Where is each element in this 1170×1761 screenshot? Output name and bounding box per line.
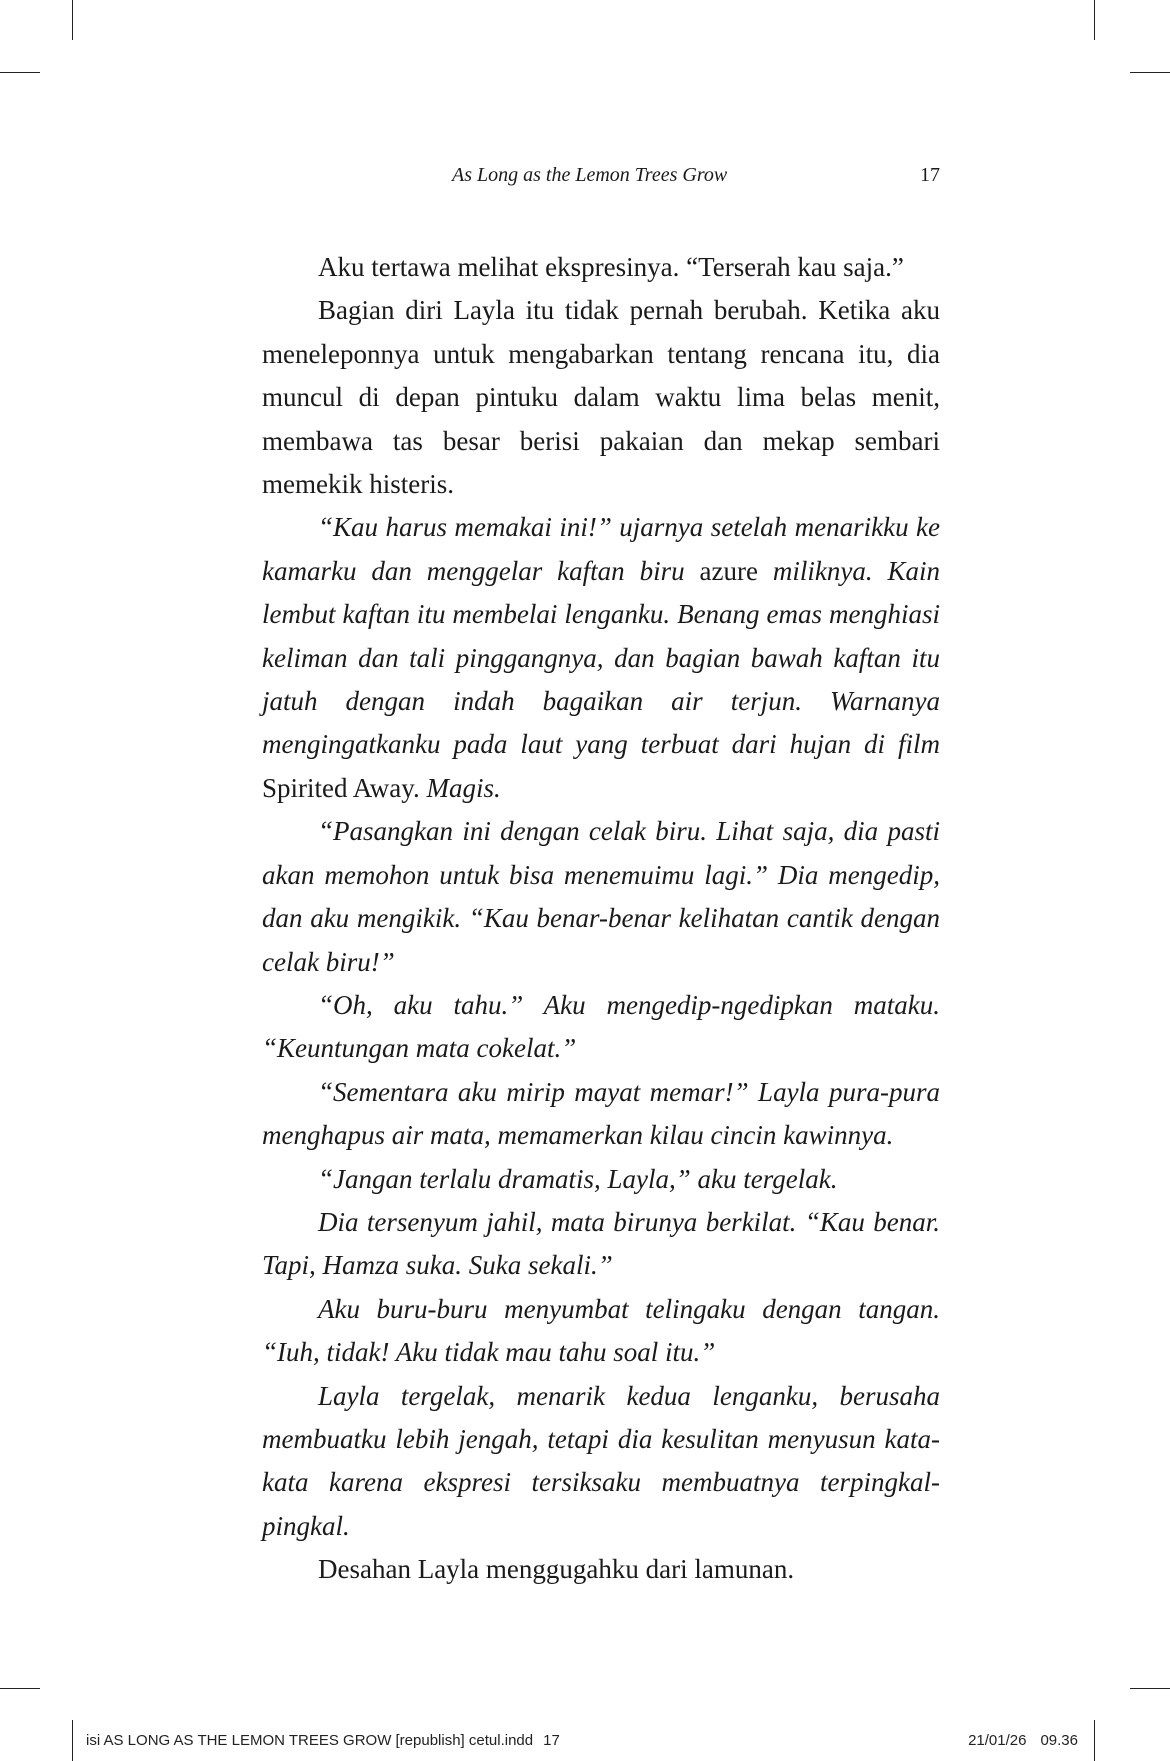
text-segment: azure (699, 555, 758, 586)
paragraph (262, 1288, 940, 1375)
text-segment: Spirited Away. (262, 772, 420, 803)
crop-mark (72, 0, 73, 40)
running-title: As Long as the Lemon Trees Grow (452, 164, 728, 186)
paragraph (262, 1548, 940, 1591)
crop-mark (1130, 72, 1170, 73)
paragraph (262, 1071, 940, 1158)
text-segment: “Pasangkan ini dengan celak biru. Lihat saja, dia pasti akan memohon untuk bisa menemuimu lagi.” Dia mengedip, dan aku mengikik. “Kau benar-benar kelihatan cantik dengan celak biru!” (262, 816, 940, 977)
text-segment: miliknya. Kain lembut kaftan itu membelai lenganku. Benang emas menghiasi keliman dan tali pinggangnya, dan bagian bawah kaftan itu jatuh dengan indah bagaikan air terjun. Warnanya mengingatkanku pada laut yang terbuat dari hujan di film (262, 555, 941, 760)
crop-mark (1130, 1688, 1170, 1689)
paragraph (262, 1158, 940, 1201)
slug-filename: isi AS LONG AS THE LEMON TREES GROW [republish] cetul.indd (86, 1732, 534, 1749)
text-segment: Dia tersenyum jahil, mata birunya berkilat. “Kau benar. Tapi, Hamza suka. Suka sekali.” (262, 1206, 940, 1281)
page-number: 17 (920, 164, 940, 186)
paragraph (262, 1375, 940, 1549)
text-segment: “Oh, aku tahu.” Aku mengedip-ngedipkan mataku. “Keuntungan mata cokelat.” (262, 989, 940, 1064)
crop-mark (1094, 0, 1095, 40)
text-segment: Aku tertawa melihat ekspresinya. “Terserah kau saja.” (318, 252, 904, 282)
paragraph (262, 289, 940, 506)
paragraph (262, 506, 940, 810)
crop-mark (72, 1720, 73, 1761)
slug-timestamp (968, 1732, 1078, 1754)
paragraph (262, 246, 940, 289)
slug-file-info (86, 1732, 560, 1754)
slug-date: 21/01/26 (968, 1732, 1027, 1749)
text-segment: “Jangan terlalu dramatis, Layla,” aku tergelak. (318, 1163, 838, 1194)
text-segment: Layla tergelak, menarik kedua lenganku, berusaha membuatku lebih jengah, tetapi dia kesulitan menyusun kata-kata karena ekspresi tersiksaku membuatnya terpingkal-pingkal. (262, 1380, 940, 1541)
crop-mark (1094, 1720, 1095, 1761)
text-segment: Desahan Layla menggugahku dari lamunan. (318, 1554, 795, 1585)
text-segment: “Sementara aku mirip mayat memar!” Layla pura-pura menghapus air mata, memamerkan kilau cincin kawinnya. (262, 1076, 940, 1151)
text-segment: Magis. (419, 772, 501, 803)
crop-mark (0, 72, 40, 73)
text-segment: “Kau harus memakai ini!” ujarnya setelah menarikku ke kamarku dan menggelar kaftan biru (262, 512, 940, 586)
crop-mark (0, 1688, 40, 1689)
body-text (262, 246, 940, 1592)
slug-time: 09.36 (1040, 1732, 1078, 1749)
text-segment: Aku buru-buru menyumbat telingaku dengan tangan. “Iuh, tidak! Aku tidak mau tahu soal itu.” (262, 1293, 940, 1368)
running-head (262, 164, 940, 194)
paragraph (262, 984, 940, 1071)
text-segment: Bagian diri Layla itu tidak pernah berubah. Ketika aku meneleponnya untuk mengabarkan tentang rencana itu, dia muncul di depan pintuku dalam waktu lima belas menit, membawa tas besar berisi pakaian dan mekap sembari memekik histeris. (262, 295, 940, 500)
slug-page-number: 17 (543, 1732, 560, 1749)
paragraph (262, 810, 940, 984)
paragraph (262, 1201, 940, 1288)
